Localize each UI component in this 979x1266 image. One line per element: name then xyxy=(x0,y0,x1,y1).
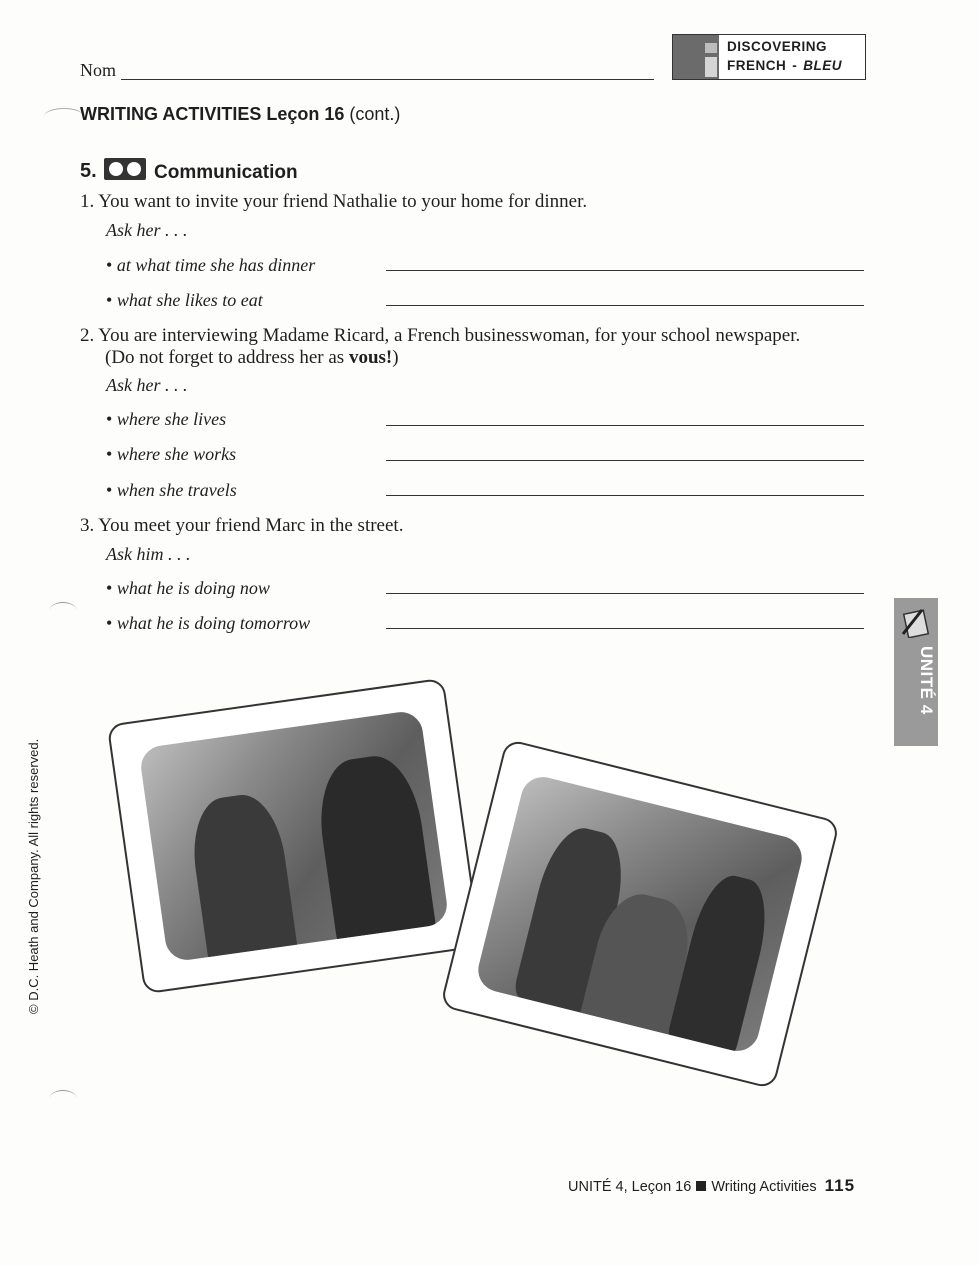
item-1-bullet-2: • what she likes to eat xyxy=(106,290,263,311)
page-footer xyxy=(568,1176,855,1196)
exercise-number: 5. xyxy=(80,160,97,182)
square-bullet-icon xyxy=(696,1181,706,1191)
footer-unit: UNITÉ 4, Leçon 16 xyxy=(568,1179,692,1195)
item-1-ask: Ask her . . . xyxy=(106,220,188,240)
punch-curl xyxy=(44,108,84,125)
item-2-ask: Ask her . . . xyxy=(106,375,188,395)
brand-line-1: DISCOVERING xyxy=(727,39,828,54)
nom-answer-line[interactable] xyxy=(121,79,654,80)
brand-logo-icon xyxy=(673,35,719,79)
punch-hole-mark xyxy=(50,602,76,617)
item-2-bullet-2: • where she works xyxy=(106,444,236,465)
pencil-paper-icon xyxy=(900,606,930,638)
footer-section: Writing Activities xyxy=(711,1179,817,1195)
punch-hole-mark xyxy=(50,1090,76,1105)
exercise-title: Communication xyxy=(154,162,298,183)
item-3-text: 3. You meet your friend Marc in the street. xyxy=(80,515,404,536)
answer-line-2b[interactable] xyxy=(386,460,864,461)
brand-line-2 xyxy=(727,58,842,73)
answer-line-2a[interactable] xyxy=(386,425,864,426)
two-men-handshake-photo xyxy=(107,678,482,995)
answer-line-2c[interactable] xyxy=(386,495,864,496)
item-1-text: 1. You want to invite your friend Nathalie to your home for dinner. xyxy=(80,191,588,212)
brand-dash: - xyxy=(792,58,798,73)
answer-line-1b[interactable] xyxy=(386,305,864,306)
section-title-suffix: (cont.) xyxy=(349,104,401,124)
item-3-bullet-2: • what he is doing tomorrow xyxy=(106,613,310,634)
answer-line-1a[interactable] xyxy=(386,270,864,271)
item-2-text-part: (Do not forget to address her as xyxy=(105,347,345,368)
brand-bleu: BLEU xyxy=(803,58,842,73)
copyright-notice: © D.C. Heath and Company. All rights reserved. xyxy=(26,738,41,1014)
item-2-bullet-3: • when she travels xyxy=(106,480,237,501)
item-3-ask: Ask him . . . xyxy=(106,544,191,564)
nom-label: Nom xyxy=(80,60,116,80)
item-3-bullet-1: • what he is doing now xyxy=(106,578,270,599)
unit-side-label: UNITÉ 4 xyxy=(917,646,936,715)
page-number: 115 xyxy=(824,1176,856,1195)
item-2-bullet-1: • where she lives xyxy=(106,409,226,430)
answer-line-3b[interactable] xyxy=(386,628,864,629)
item-1-bullet-1: • at what time she has dinner xyxy=(106,255,315,276)
group-street-photo xyxy=(440,738,841,1089)
item-2-vous: vous! xyxy=(348,347,393,368)
item-2-text-line-2 xyxy=(105,347,805,369)
item-2-text-end: ) xyxy=(392,347,399,368)
section-title xyxy=(80,104,400,125)
conversation-icon xyxy=(104,158,146,180)
brand-french: FRENCH xyxy=(727,58,787,73)
item-2-text-line-1: 2. You are interviewing Madame Ricard, a French businesswoman, for your school newspaper. xyxy=(80,325,801,346)
answer-line-3a[interactable] xyxy=(386,593,864,594)
brand-box xyxy=(672,34,866,80)
section-title-bold: WRITING ACTIVITIES Leçon 16 xyxy=(80,104,345,124)
